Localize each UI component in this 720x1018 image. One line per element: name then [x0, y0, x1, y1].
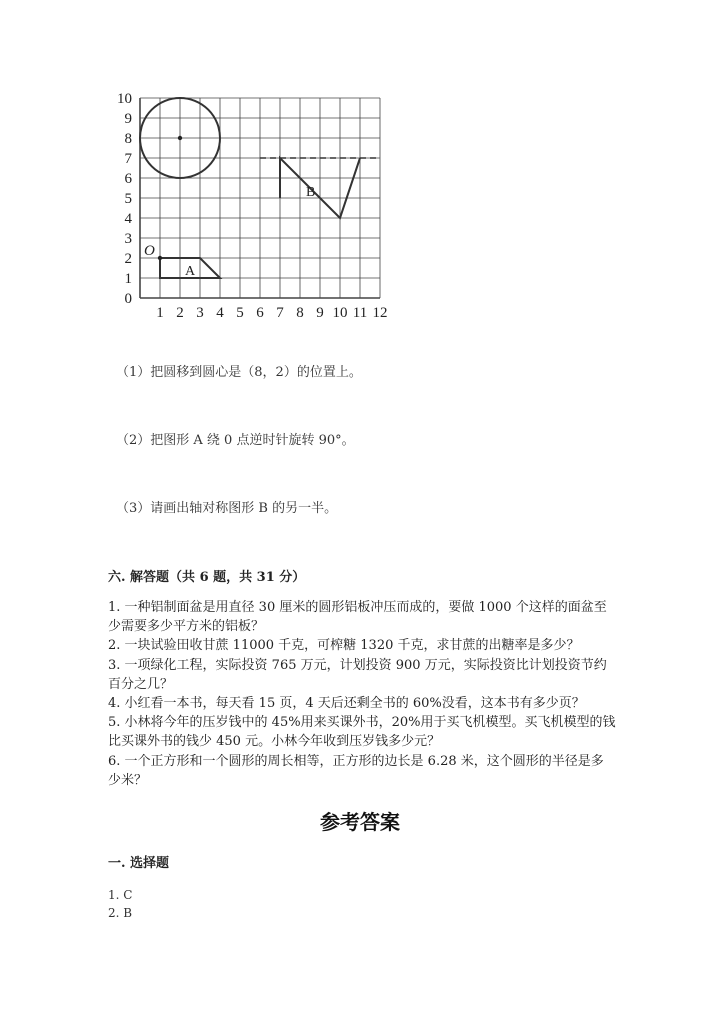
x-tick-label: 4 [216, 305, 224, 318]
task-rotate-shape-a: （2）把图形 A 绕 0 点逆时针旋转 90°。 [116, 433, 355, 448]
problem-list [108, 598, 616, 790]
x-tick-label: 10 [332, 305, 348, 318]
answer-item: 2. B [108, 906, 133, 920]
x-tick-label: 5 [236, 305, 244, 318]
y-tick-label: 1 [124, 271, 132, 287]
x-tick-label: 3 [196, 305, 204, 318]
shape-b-label: B [306, 185, 316, 200]
coordinate-grid-figure [110, 88, 400, 318]
y-tick-label: 6 [124, 171, 132, 187]
y-tick-label: 5 [124, 191, 132, 207]
section-6-heading: 六. 解答题（共 6 题，共 31 分） [108, 570, 306, 585]
x-tick-label: 11 [352, 305, 368, 318]
problem-item: 6. 一个正方形和一个圆形的周长相等，正方形的边长是 6.28 米，这个圆形的半径是多少米？ [108, 753, 604, 788]
problem-item: 4. 小红看一本书，每天看 15 页，4 天后还剩全书的 60%没看，这本书有多少页？ [108, 696, 585, 712]
x-tick-label: 8 [296, 305, 304, 318]
y-tick-label: 2 [124, 251, 132, 267]
problem-item: 2. 一块试验田收甘蔗 11000 千克，可榨糖 1320 千克，求甘蔗的出糖率是多少？ [108, 638, 580, 654]
y-tick-label: 0 [124, 291, 132, 307]
grid-lines [140, 98, 380, 298]
shape-a-label: A [185, 264, 196, 279]
task-move-circle: （1）把圆移到圆心是（8，2）的位置上。 [116, 365, 362, 380]
origin-point [158, 256, 162, 260]
x-tick-label: 1 [156, 305, 164, 318]
answer-item: 1. C [108, 888, 133, 902]
x-tick-label: 6 [256, 305, 264, 318]
x-axis-tick-labels [156, 305, 387, 318]
x-tick-label: 7 [276, 305, 284, 318]
circle-center-dot [178, 136, 182, 140]
y-tick-label: 9 [124, 111, 132, 127]
problem-item: 1. 一种铝制面盆是用直径 30 厘米的圆形铝板冲压而成的，要做 1000 个这样的面盆至少需要多少平方米的铝板？ [108, 600, 607, 635]
answers-section-1-heading: 一. 选择题 [108, 856, 170, 871]
answers-title: 参考答案 [320, 810, 400, 834]
y-tick-label: 3 [124, 231, 132, 247]
y-axis-tick-labels [117, 91, 133, 307]
y-tick-label: 8 [124, 131, 132, 147]
task-complete-shape-b: （3）请画出轴对称图形 B 的另一半。 [116, 501, 338, 516]
x-tick-label: 2 [176, 305, 184, 318]
y-tick-label: 4 [124, 211, 132, 227]
problem-item: 5. 小林将今年的压岁钱中的 45%用来买课外书，20%用于买飞机模型。买飞机模型的钱比买课外书的钱少 450 元。小林今年收到压岁钱多少元？ [108, 715, 616, 750]
origin-label: O [144, 243, 155, 259]
problem-item: 3. 一项绿化工程，实际投资 765 万元，计划投资 900 万元，实际投资比计划投资节约百分之几？ [108, 657, 607, 692]
x-tick-label: 9 [316, 305, 324, 318]
y-tick-label: 7 [124, 151, 132, 167]
x-tick-label: 12 [372, 305, 388, 318]
y-tick-label: 10 [117, 91, 132, 107]
